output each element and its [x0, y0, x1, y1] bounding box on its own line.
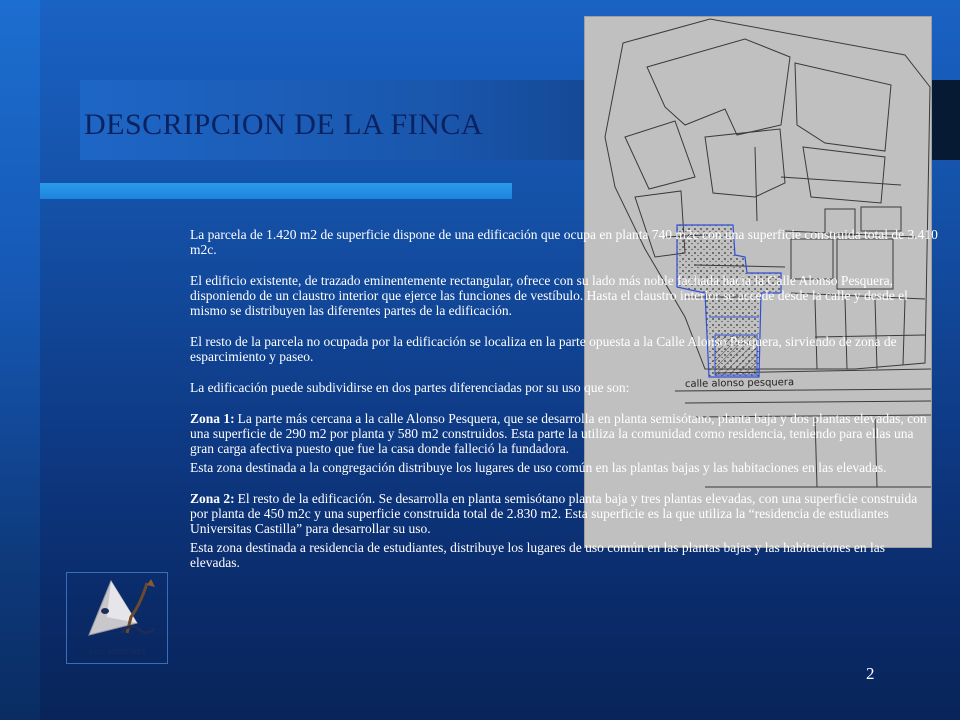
paragraph-zone-2-detail: Esta zona destinada a residencia de estudiantes, distribuye los lugares de uso común en las plantas bajas y las habitaciones en las elevadas. — [190, 540, 886, 570]
logo-text: A.D.I. ASESORES — [88, 649, 146, 656]
paragraph-zone-1 — [190, 411, 938, 456]
content-body — [190, 227, 938, 586]
building-centre — [705, 129, 785, 197]
zone-1-text: La parte más cercana a la calle Alonso Pesquera, que se desarrolla en planta semisótano, planta baja y dos plantas elevadas, con una superficie de 290 m2 por planta y 580 m2 construidos. Esta parte la utiliza la comunidad como residencia, teniendo para ellas una gran carga afectiva puesto que fue la casa donde falleció la fundadora. — [190, 411, 927, 456]
title-band-dark-corner — [932, 80, 960, 160]
paragraph-building: El edificio existente, de trazado eminentemente rectangular, ofrece con su lado más noble fachada hacia la Calle Alonso Pesquera, disponiendo de un claustro interior que ejerce las funciones de vestíbulo. Hasta el claustro interior se accede desde la calle y desde el mismo se distribuyen las diferentes partes de la edificación. — [190, 273, 908, 318]
building-north-east — [795, 63, 891, 151]
paragraph-remaining-parcel: El resto de la parcela no ocupada por la edificación se localiza en la parte opuesta a la Calle Alonso Pesquera, sirviendo de zona de esparcimiento y paseo. — [190, 334, 897, 364]
building-east-small — [803, 147, 885, 203]
company-logo — [66, 572, 168, 664]
paragraph-subdivision: La edificación puede subdividirse en dos partes diferenciadas por su uso que son: — [190, 380, 630, 395]
zone-1-label: Zona 1: — [190, 411, 235, 426]
zone-2-text: El resto de la edificación. Se desarrolla en planta semisótano planta baja y tres plantas elevadas, con una superficie construida por planta de 450 m2c y una superficie construida total de 2.830 m2. Esta superficie es la que utiliza la “residencia de estudiantes Universitas Castilla” para desarrollar su uso. — [190, 491, 918, 536]
paragraph-zone-2 — [190, 491, 938, 536]
zone-2-label: Zona 2: — [190, 491, 235, 506]
slide-title: DESCRIPCION DE LA FINCA — [84, 108, 484, 141]
logo-emblem-icon — [67, 573, 167, 649]
page-number: 2 — [866, 664, 875, 683]
paragraph-zone-1-detail: Esta zona destinada a la congregación distribuye los lugares de uso común en las plantas bajas y las habitaciones en las elevadas. — [190, 460, 887, 475]
building-north — [647, 39, 790, 135]
accent-bar — [40, 183, 512, 199]
paragraph-parcel: La parcela de 1.420 m2 de superficie dispone de una edificación que ocupa en planta 740 m2c con una superficie construida total de 3.410 m2c. — [190, 227, 938, 257]
left-decorative-band — [0, 0, 40, 720]
street-label: calle alonso pesquera — [684, 377, 795, 390]
building-west — [625, 121, 695, 189]
